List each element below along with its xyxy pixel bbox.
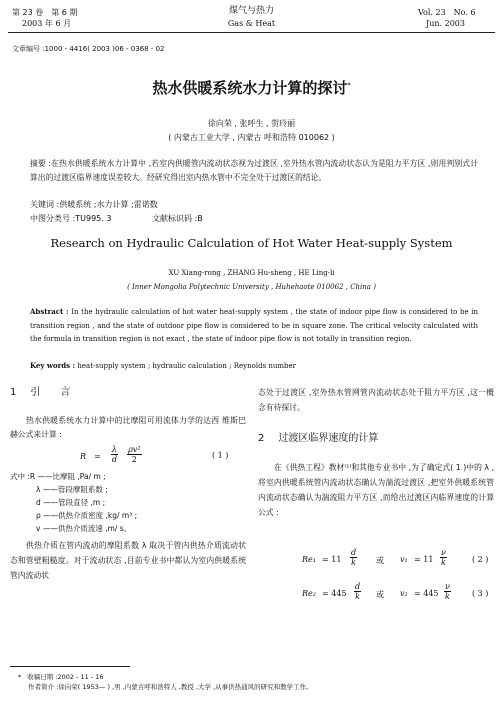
formula1-eq: =	[94, 452, 101, 461]
definitions-intro: 式中 :	[10, 472, 30, 481]
section1-para2: 供热介质在管内流动的摩阻系数 λ 取决于管内供热介质流动状态和管壁粗糙度。对于流动状态 ,目前专业书中都认为室内供暖系统管内流动状	[10, 541, 246, 580]
formula2-frac1	[350, 548, 357, 567]
authors-en: XU Xiang-rong , ZHANG Hu-sheng , HE Ling-li	[168, 269, 335, 277]
formula-3	[302, 582, 496, 606]
definition-lambda: λ ——管段摩阻系数 ;	[36, 485, 108, 494]
abstract-en-text: In the hydraulic calculation of hot water heat-supply system , the state of indoor pipe flow is considered to be in transition region , and the state of outdoor pipe flow is considered to be in square zone. The critical velocity calculated with the formula in transition region is not exact , the state of indoor pipe flow is not totally in transition region.	[30, 308, 478, 343]
definitions	[10, 470, 246, 535]
journal-date: 2003 年 6 月	[22, 19, 72, 28]
footnote-received	[18, 672, 313, 682]
formula1-number: ( 1 )	[212, 451, 229, 460]
article-id: 文章编号 :1000 - 4416( 2003 )06 - 0368 - 02	[12, 45, 165, 53]
clc-number: 中图分类号 :TU995. 3	[30, 214, 112, 223]
formula1-rhov2: ρv²	[128, 445, 141, 454]
title-en: Research on Hydraulic Calculation of Hot Water Heat-supply System	[50, 236, 453, 250]
formula3-number: ( 3 )	[472, 589, 489, 598]
authors-cn: 徐向荣 , 张呼生 , 贺玲丽	[207, 119, 296, 128]
formula2-k: k	[351, 558, 356, 567]
formula1-lhs: R	[80, 452, 87, 461]
footnote-rule	[10, 666, 130, 667]
section1-heading	[10, 386, 70, 400]
definition-R-text: R ——比摩阻 ,Pa/ m ;	[29, 472, 106, 481]
section2-number: 2	[258, 433, 265, 444]
definition-rho: ρ ——供热介质密度 ,kg/ m³ ;	[36, 511, 138, 520]
formula3-frac1	[354, 582, 361, 601]
footnote-author: 作者简介 :徐向荣( 1953— ) ,男 ,内蒙古呼和浩特人 ,教授 ,大学 ,从事供热通风的研究和教学工作。	[28, 683, 313, 691]
section2-heading	[258, 432, 378, 446]
formula-1	[80, 444, 144, 464]
formula3-frac2	[444, 582, 451, 601]
formula-2	[302, 548, 496, 572]
section2-title: 过渡区临界速度的计算	[278, 433, 379, 444]
abstract-cn-label: 摘要 :	[30, 159, 52, 168]
formula2-d: d	[351, 548, 357, 557]
formula3-k2: k	[445, 592, 450, 601]
right-col-para-cont: 态处于过渡区 ,室外热水管网管内流动状态处于阻力平方区 ,这一概念有待探讨。	[258, 388, 494, 412]
abstract-en-label: Abstract :	[30, 307, 69, 316]
formula3-re: Re₂	[302, 589, 316, 598]
abstract-cn-text: 在热水供暖系统水力计算中 ,若室内供暖管内流动状态视为过渡区 ,室外热水管内流动状态认为是阻力平方区 ,则用判别式计算出的过渡区临界速度误差较大。经研究得出室内热水管中不完全处于过渡区的结论。	[30, 159, 478, 182]
formula3-d: d	[355, 582, 361, 591]
definition-v: v ——供热介质流速 ,m/ s。	[36, 524, 132, 533]
formula3-k: k	[355, 592, 360, 601]
header-rule	[8, 32, 495, 33]
journal-name-en: Gas & Heat	[227, 19, 276, 28]
keywords-cn-label: 关键词 :	[30, 200, 60, 209]
formula2-or: 或	[376, 556, 384, 565]
affiliation-en: ( Inner Mongolia Polytechnic University , Huhehaote 010062 , China )	[127, 283, 376, 291]
formula2-veq: = 11	[414, 555, 434, 564]
formula2-v: v₁	[400, 555, 408, 564]
abstract-cn	[30, 157, 478, 184]
footnote	[18, 672, 313, 692]
journal-vol-en: Vol. 23 No. 6	[418, 8, 476, 17]
formula2-re: Re₁	[302, 555, 316, 564]
formula1-lambda: λ	[111, 445, 117, 454]
formula2-k2: k	[441, 558, 446, 567]
journal-name-cn: 煤气与热力	[228, 6, 274, 16]
abstract-en	[30, 305, 478, 347]
journal-volume: 第 23 卷 第 6 期	[12, 8, 78, 17]
footnote-received-text: 收稿日期 :2002 - 11 - 16	[27, 673, 104, 681]
title-cn-text: 热水供暖系统水力计算的探讨	[152, 79, 348, 97]
formula1-two: 2	[131, 455, 137, 464]
keywords-en	[30, 360, 296, 372]
formula1-frac1	[111, 445, 118, 464]
doc-code: 文献标识码 :B	[152, 214, 203, 223]
formula3-veq: = 445	[414, 589, 439, 598]
section1-title: 引 言	[30, 387, 71, 398]
keywords-en-text: heat-supply system ; hydraulic calculation ; Reynolds number	[77, 362, 297, 370]
formula3-eq: = 445	[322, 589, 347, 598]
section1-para1: 热水供暖系统水力计算中的比摩阻可用流体力学的达西 维斯巴赫公式来计算 :	[10, 416, 246, 439]
formula1-frac2	[127, 445, 141, 464]
title-cn	[0, 76, 503, 98]
formula3-v: v₂	[400, 589, 408, 598]
formula2-eq: = 11	[322, 555, 342, 564]
formula2-number: ( 2 )	[472, 555, 489, 564]
formula2-nu: ν	[441, 548, 446, 557]
formula1-d: d	[111, 455, 118, 464]
definition-d: d ——管段直径 ,m ;	[36, 498, 106, 507]
formula3-or: 或	[376, 590, 384, 599]
keywords-cn-text: 供暖系统 ;水力计算 ;雷诺数	[59, 200, 158, 209]
keywords-cn	[30, 198, 158, 211]
formula2-frac2	[440, 548, 447, 567]
footnote-mark: *	[18, 673, 22, 681]
title-footnote-mark: *	[347, 82, 351, 89]
keywords-en-label: Key words :	[30, 361, 76, 370]
definition-R	[10, 470, 246, 483]
section2-para: 在《供热工程》教材⁽¹⁾和其他专业书中 ,为了确定式( 1 )中的 λ ,将室内供暖系统管内流动状态确认为湍流过渡区 ,把室外供暖系统管内流动状态确认为湍流阻力平方区 ,而给出过渡区内临界速度的计算公式 :	[258, 463, 494, 517]
affiliation-cn: ( 内蒙古工业大学 , 内蒙古 呼和浩特 010062 )	[168, 133, 335, 142]
section1-number: 1	[10, 387, 17, 398]
journal-date-en: Jun. 2003	[426, 19, 465, 28]
formula3-nu: ν	[445, 582, 450, 591]
